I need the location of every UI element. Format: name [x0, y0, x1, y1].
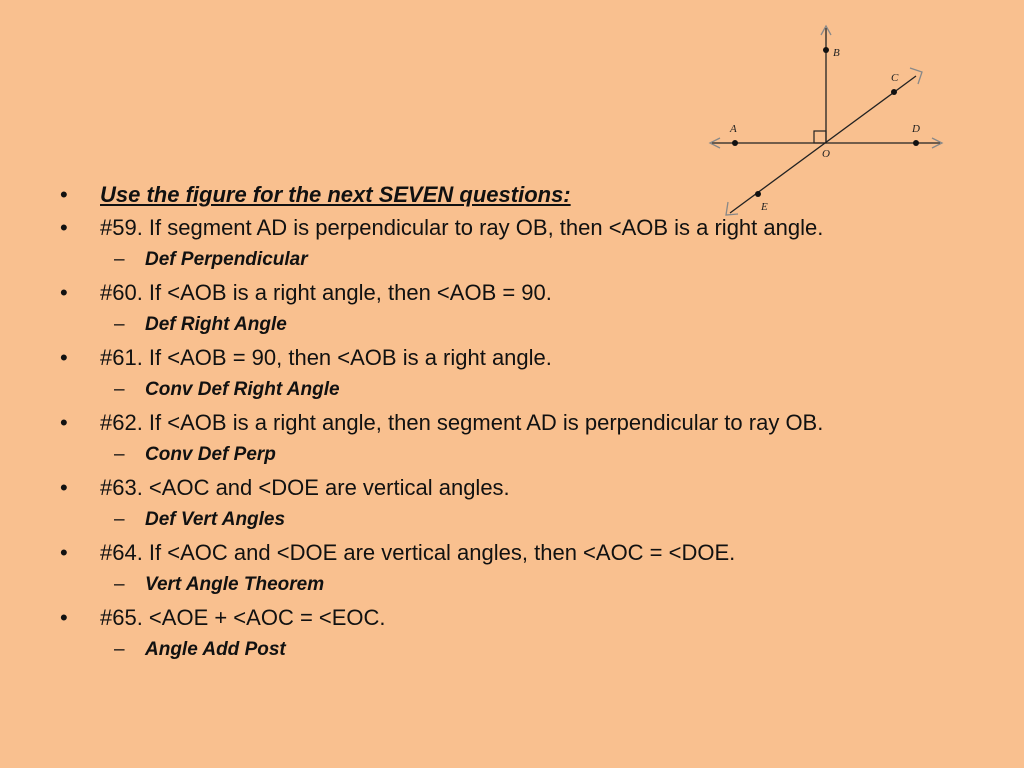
statement-65: • #65. <AOE + <AOC = <EOC. [58, 601, 978, 634]
reason-65: – Angle Add Post [58, 634, 978, 666]
statement-64: • #64. If <AOC and <DOE are vertical angles, then <AOC = <DOE. [58, 536, 978, 569]
reason-59: – Def Perpendicular [58, 244, 978, 276]
statement-59: • #59. If segment AD is perpendicular to ray OB, then <AOB is a right angle. [58, 211, 978, 244]
reason-61: – Conv Def Right Angle [58, 374, 978, 406]
reason-64: – Vert Angle Theorem [58, 569, 978, 601]
label-d: D [912, 123, 920, 135]
label-o: O [822, 148, 830, 160]
statement-63: • #63. <AOC and <DOE are vertical angles. [58, 471, 978, 504]
statement-60: • #60. If <AOB is a right angle, then <AOB = 90. [58, 276, 978, 309]
statement-61: • #61. If <AOB = 90, then <AOB is a right angle. [58, 341, 978, 374]
slide-content [58, 178, 978, 666]
point-a [732, 140, 738, 146]
point-b [823, 47, 829, 53]
heading-bullet [58, 178, 978, 211]
label-e: E [761, 201, 768, 213]
label-a: A [730, 123, 737, 135]
statement-62: • #62. If <AOB is a right angle, then segment AD is perpendicular to ray OB. [58, 406, 978, 439]
reason-62: – Conv Def Perp [58, 439, 978, 471]
point-c [891, 89, 897, 95]
heading-text: Use the figure for the next SEVEN questions: [100, 182, 571, 207]
right-angle-marker [814, 131, 826, 143]
label-c: C [891, 72, 899, 84]
point-d [913, 140, 919, 146]
label-b: B [833, 47, 840, 59]
reason-60: – Def Right Angle [58, 309, 978, 341]
reason-63: – Def Vert Angles [58, 504, 978, 536]
